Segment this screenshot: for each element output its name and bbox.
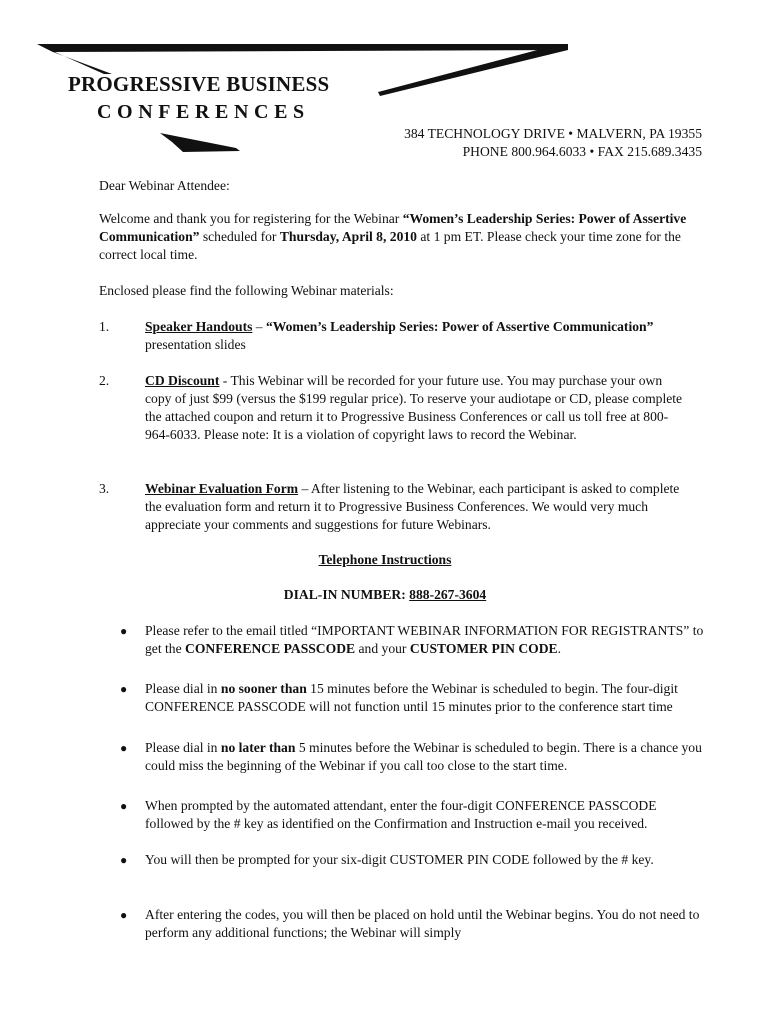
item-number: 1. (99, 319, 110, 334)
dial-in-number: DIAL-IN NUMBER: 888-267-3604 (283, 587, 487, 602)
material-item-cd-discount: CD Discount - This Webinar will be recorded for your future use. You may purchase your own copy of just $99 (versus the $199 regular price). To reserve your audiotape or CD, please complete the attached coupon and return it to Progressive Business Conferences or call us toll free at 800-964-6033. Please note: It is a violation of copyright laws to record the Webinar. (145, 373, 683, 442)
instruction-item: When prompted by the automated attendant, enter the four-digit CONFERENCE PASSCODE followed by the # key as identified on the Confirmation and Instruction e-mail you received. (145, 798, 657, 831)
telephone-instructions-heading: Telephone Instructions (318, 552, 452, 567)
item-heading: CD Discount (145, 373, 220, 388)
bullet-icon: ● (120, 741, 128, 755)
bullet-icon: ● (120, 799, 128, 813)
item-heading: Webinar Evaluation Form (145, 481, 299, 496)
address-phone: PHONE 800.964.6033 • FAX 215.689.3435 (462, 144, 702, 159)
welcome-paragraph: Welcome and thank you for registering for the Webinar “Women’s Leadership Series: Power of Assertive Communication” scheduled for Thursday, April 8, 2010 at 1 pm ET. Please check your time zone for the correct local time. (99, 211, 687, 262)
material-item-evaluation-form: Webinar Evaluation Form – After listening to the Webinar, each participant is asked to complete the evaluation form and return it to Progressive Business Conferences. We would very much appreciate your comments and suggestions for future Webinars. (145, 481, 680, 532)
dial-in-phone: 888-267-3604 (409, 587, 487, 602)
logo-bottom-wedge (160, 133, 240, 152)
address-street: 384 TECHNOLOGY DRIVE • MALVERN, PA 19355 (404, 126, 702, 141)
instruction-item: After entering the codes, you will then be placed on hold until the Webinar begins. You do not need to perform any additional functions; the Webinar will simply (145, 907, 700, 940)
item-number: 3. (99, 481, 110, 496)
logo-top-bar (37, 44, 568, 52)
instruction-item: You will then be prompted for your six-digit CUSTOMER PIN CODE followed by the # key. (145, 852, 654, 867)
material-item-speaker-handouts: Speaker Handouts – “Women’s Leadership Series: Power of Assertive Communication” presentation slides (145, 319, 654, 352)
bullet-icon: ● (120, 908, 128, 922)
bullet-icon: ● (120, 853, 128, 867)
item-heading: Speaker Handouts (145, 319, 253, 334)
greeting: Dear Webinar Attendee: (99, 178, 230, 193)
bullet-icon: ● (120, 624, 128, 638)
instruction-item: Please dial in no later than 5 minutes before the Webinar is scheduled to begin. There is a chance you could miss the beginning of the Webinar if you call too close to the start time. (145, 740, 702, 773)
webinar-date: Thursday, April 8, 2010 (279, 229, 417, 244)
instruction-item: Please dial in no sooner than 15 minutes before the Webinar is scheduled to begin. The four-digit CONFERENCE PASSCODE will not function until 15 minutes prior to the conference start time (145, 681, 678, 714)
logo-line-1: PROGRESSIVE BUSINESS (68, 72, 330, 96)
webinar-title: “Women’s Leadership Series: Power of Assertive Communication” (99, 211, 687, 244)
enclosed-text: Enclosed please find the following Webinar materials: (99, 283, 394, 298)
instruction-item: Please refer to the email titled “IMPORTANT WEBINAR INFORMATION FOR REGISTRANTS” to get the CONFERENCE PASSCODE and your CUSTOMER PIN CODE. (145, 623, 704, 656)
bullet-icon: ● (120, 682, 128, 696)
logo-line-2: CONFERENCES (97, 101, 310, 123)
logo-right-wedge (378, 44, 568, 96)
item-number: 2. (99, 373, 110, 388)
